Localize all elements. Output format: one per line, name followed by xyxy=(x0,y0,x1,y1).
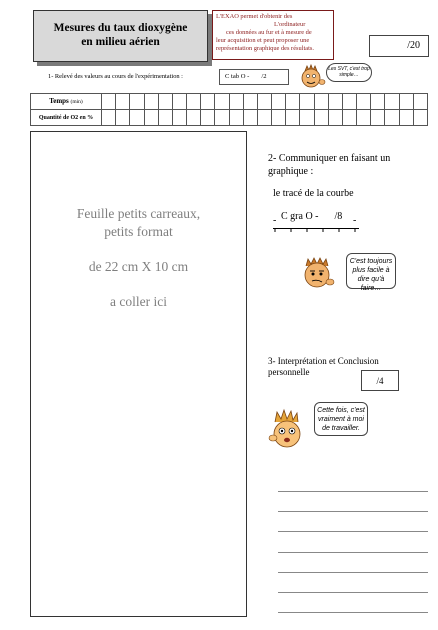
table-cell[interactable] xyxy=(314,110,328,126)
question-1: 1- Relevé des valeurs au cours de l'expérimentation : xyxy=(48,73,183,80)
table-cell[interactable] xyxy=(102,94,116,110)
writing-line[interactable] xyxy=(278,572,428,573)
sheet-line-3: de 22 cm X 10 cm xyxy=(88,259,189,274)
exao-info-box xyxy=(212,10,334,60)
table-cell[interactable] xyxy=(413,94,427,110)
writing-line[interactable] xyxy=(278,491,428,492)
sheet-line-4: a coller ici xyxy=(110,294,167,309)
dash-right: - xyxy=(353,215,357,226)
table-cell[interactable] xyxy=(272,110,286,126)
table-row-o2 xyxy=(31,110,428,126)
graph-paper-area xyxy=(30,131,247,617)
row-header-o2: Quantité de O2 en % xyxy=(31,110,102,126)
table-cell[interactable] xyxy=(357,110,371,126)
code-box-1 xyxy=(219,69,289,85)
table-cell[interactable] xyxy=(371,110,385,126)
question-3: 3- Interprétation et Conclusion personnelle xyxy=(268,356,379,377)
table-cell[interactable] xyxy=(243,94,257,110)
table-cell[interactable] xyxy=(229,94,243,110)
points-label: /8 xyxy=(334,211,343,222)
table-cell[interactable] xyxy=(201,110,215,126)
table-cell[interactable] xyxy=(385,94,399,110)
exao-line: ces données au fur et à mesure de xyxy=(226,29,312,36)
table-cell[interactable] xyxy=(342,94,356,110)
speech-bubble-1: Les SVT, c'est trop simple… xyxy=(326,63,372,82)
table-cell[interactable] xyxy=(413,110,427,126)
table-cell[interactable] xyxy=(371,94,385,110)
title-line-2: en milieu aérien xyxy=(81,36,160,48)
table-cell[interactable] xyxy=(187,94,201,110)
question-2: 2- Communiquer en faisant un graphique : xyxy=(268,153,391,177)
table-cell[interactable] xyxy=(158,94,172,110)
writing-line[interactable] xyxy=(278,592,428,593)
code-label: C tab O - xyxy=(225,73,250,80)
time-unit: (min) xyxy=(70,99,83,105)
table-cell[interactable] xyxy=(399,110,413,126)
question-2-subtitle: le tracé de la courbe xyxy=(273,188,354,199)
table-cell[interactable] xyxy=(229,110,243,126)
table-cell[interactable] xyxy=(130,94,144,110)
writing-line[interactable] xyxy=(278,612,428,613)
mascot-face-icon xyxy=(267,408,307,452)
mascot-face-icon xyxy=(298,63,326,89)
writing-line[interactable] xyxy=(278,552,428,553)
table-cell[interactable] xyxy=(300,94,314,110)
speech-bubble-2: C'est toujours plus facile à dire qu'à faire… xyxy=(346,253,396,289)
table-cell[interactable] xyxy=(342,110,356,126)
exao-line: leur acquisition et peut proposer une xyxy=(216,37,310,44)
table-cell[interactable] xyxy=(144,94,158,110)
table-cell[interactable] xyxy=(102,110,116,126)
table-cell[interactable] xyxy=(144,110,158,126)
exao-line: L'EXAO permet d'obtenir des xyxy=(216,13,293,20)
table-cell[interactable] xyxy=(201,94,215,110)
table-cell[interactable] xyxy=(257,94,271,110)
table-cell[interactable] xyxy=(187,110,201,126)
writing-line[interactable] xyxy=(278,511,428,512)
table-cell[interactable] xyxy=(328,110,342,126)
sheet-line-1: Feuille petits carreaux, xyxy=(76,206,201,221)
data-table xyxy=(30,93,428,126)
exao-line: représentation graphique des résultats. xyxy=(216,45,314,52)
speech-bubble-3: Cette fois, c'est vraiment à moi de travailler. xyxy=(314,402,368,436)
table-cell[interactable] xyxy=(215,110,229,126)
page-title xyxy=(33,10,208,62)
table-cell[interactable] xyxy=(385,110,399,126)
table-cell[interactable] xyxy=(272,94,286,110)
table-cell[interactable] xyxy=(286,94,300,110)
table-cell[interactable] xyxy=(215,94,229,110)
sheet-line-2: petits format xyxy=(104,224,173,239)
table-cell[interactable] xyxy=(399,94,413,110)
table-cell[interactable] xyxy=(130,110,144,126)
table-cell[interactable] xyxy=(158,110,172,126)
code-label: C gra O - xyxy=(281,211,319,222)
table-cell[interactable] xyxy=(286,110,300,126)
code-box-2 xyxy=(273,206,359,232)
exao-line: L'ordinateur xyxy=(274,21,306,28)
table-cell[interactable] xyxy=(300,110,314,126)
table-cell[interactable] xyxy=(172,110,186,126)
row-header-time xyxy=(31,94,102,110)
table-cell[interactable] xyxy=(314,94,328,110)
table-cell[interactable] xyxy=(116,94,130,110)
question-3-score-box: /4 xyxy=(361,370,399,391)
code-box-2-text xyxy=(281,211,342,222)
table-cell[interactable] xyxy=(243,110,257,126)
writing-line[interactable] xyxy=(278,531,428,532)
dash-left: - xyxy=(273,215,277,226)
title-line-1: Mesures du taux dioxygène xyxy=(53,22,188,34)
sheet-text xyxy=(31,205,246,241)
table-cell[interactable] xyxy=(116,110,130,126)
time-label: Temps xyxy=(49,97,69,105)
ruler-ticks xyxy=(273,226,359,234)
table-cell[interactable] xyxy=(357,94,371,110)
mascot-face-icon xyxy=(300,256,336,290)
table-cell[interactable] xyxy=(172,94,186,110)
table-cell[interactable] xyxy=(257,110,271,126)
points-label: /2 xyxy=(261,73,267,80)
total-score-box: /20 xyxy=(369,35,429,57)
table-row-time xyxy=(31,94,428,110)
table-cell[interactable] xyxy=(328,94,342,110)
